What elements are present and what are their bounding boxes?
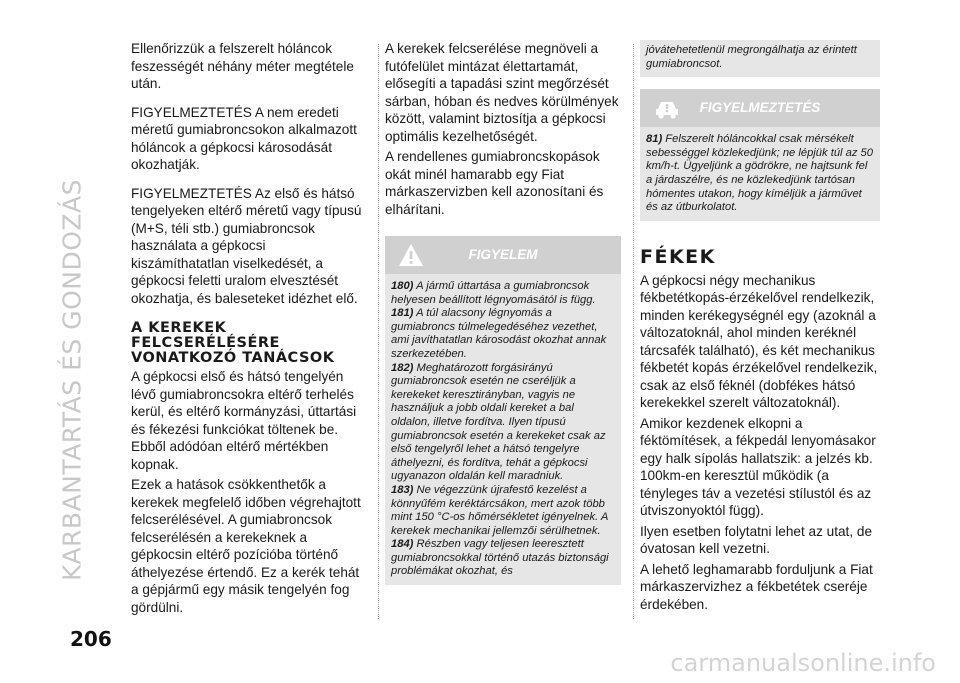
page-number: 206	[70, 627, 112, 651]
paragraph: A rendellenes gumiabroncskopások okát minél hamarabb egy Fiat márkaszervizben kell azonosítani és elhárítani.	[385, 149, 604, 217]
heading-line: FELCSERÉLÉSÉRE	[131, 335, 280, 351]
watermark: carmanualsonline.info	[670, 649, 936, 677]
section-heading-wheel-rotation	[131, 321, 365, 366]
caution-item	[391, 362, 615, 484]
section-side-title: KARBANTARTÁS ÉS GONDOZÁS	[57, 178, 87, 582]
item-number: 81)	[646, 133, 663, 146]
warning-box-title: FIGYELMEZTETÉS	[699, 100, 821, 116]
item-number: 182)	[391, 361, 414, 374]
paragraph: FIGYELMEZTETÉS Az első és hátsó tengelyeken eltérő méretű vagy típusú (M+S, téli stb.) gumiabroncsok használata a gépkocsi kiszámíthatatlan viselkedését, a gépkocsi feletti uralom elvesztését okozhatja, és baleseteket idézhet elő.	[131, 185, 362, 306]
caution-box-header	[385, 236, 621, 274]
caution-item	[391, 280, 615, 307]
column-1	[131, 40, 365, 616]
item-number: 181)	[391, 307, 414, 320]
column-divider	[378, 44, 379, 619]
column-divider	[633, 44, 634, 619]
paragraph: Ellenőrizzük a felszerelt hóláncok feszességét néhány méter megtétele után.	[131, 41, 354, 91]
caution-item	[391, 538, 615, 579]
caution-box-continuation	[640, 40, 880, 77]
caution-item	[391, 484, 615, 538]
item-number: 183)	[391, 483, 414, 496]
paragraph: Ilyen esetben folytatni lehet az utat, de óvatosan kell vezetni.	[640, 523, 873, 557]
paragraph: Ezek a hatások csökkenthetők a kerekek megfelelő időben végrehajtott felcserélésével. A gumiabroncsok felcserélésén a kerekeknek a gépkocsin eltérő pozícióba történő áthelyezése értendő. Ez a kerék tehát a gépjármű egy másik tengelyén fog gördülni.	[131, 477, 361, 615]
warning-item	[646, 133, 874, 215]
item-text: Ne végezzünk újrafestő kezelést a könnyűfém keréktárcsákon, mert azok több mint 150 °C-os hőmérsékletet igényelnek. A kerekek mechanikai jellemzői sérülhetnek.	[391, 483, 608, 537]
item-text: A túl alacsony légnyomás a gumiabroncs túlmelegedéséhez vezethet, ami javíthatatlan károsodást okozhat annak szerkezetében.	[391, 307, 607, 360]
paragraph: A gépkocsi első és hátsó tengelyén lévő gumiabroncsokra eltérő terhelés kerül, és eltérő kormányzási, úttartási és fékezési funkciókat töltenek be. Ebből adódóan eltérő mértékben kopnak.	[131, 369, 357, 472]
caution-box-title: FIGYELEM	[468, 247, 538, 262]
caution-box-body	[385, 274, 621, 585]
item-text: Meghatározott forgásirányú gumiabroncsok esetén ne cseréljük a kerekeket keresztirányban, vagyis ne használjuk a jobb oldali kereket a bal oldalon, illetve fordítva. Ilyen típusú gumiabroncsok esetén a kerekeket csak az első tengelyről lehet a hátsó tengelyre áthelyezni, és fordítva, tehát a gépkocsi ugyanazon oldalán kell maradniuk.	[391, 361, 606, 483]
item-number: 180)	[391, 280, 414, 292]
item-text: A jármű úttartása a gumiabroncsok helyesen beállított légnyomásától is függ.	[391, 280, 596, 306]
continuation-text: jóvátehetetlenül megrongálhatja az érintett gumiabroncsot.	[646, 44, 857, 70]
warning-box-body	[640, 127, 880, 221]
warning-box-header	[640, 89, 880, 127]
column-2	[385, 40, 621, 585]
paragraph: A lehető leghamarabb forduljunk a Fiat márkaszervizhez a fékbetétek cseréje érdekében.	[640, 561, 873, 612]
section-heading-brakes: FÉKEK	[640, 245, 716, 268]
item-text: Felszerelt hóláncokkal csak mérsékelt sebességgel közlekedjünk; ne lépjük túl az 50 km/h-t. Ügyeljünk a gödrökre, ne hajtsunk fel a járdaszélre, és ne közlekedjünk tartósan hómentes utakon, hogy kíméljük a járművet és az útburkolatot.	[646, 133, 874, 214]
heading-line: A KEREKEK	[131, 320, 227, 336]
paragraph: FIGYELMEZTETÉS A nem eredeti méretű gumiabroncsokon alkalmazott hóláncok a gépkocsi károsodását okozhatják.	[131, 104, 357, 172]
caution-item	[391, 307, 615, 361]
warning-box	[640, 89, 880, 221]
item-number: 184)	[391, 538, 414, 551]
paragraph: A kerekek felcserélése megnöveli a futófelület mintázat élettartamát, elősegíti a tapadási szint megőrzését sárban, hóban és nedves körülmények között, valamint biztosítja a gépkocsi optimális kezelhetőségét.	[385, 41, 619, 144]
paragraph: Amikor kezdenek elkopni a féktömítések, a fékpedál lenyomásakor egy halk sípolás hallatszik: a jelzés kb. 100km-en keresztül működik (a tényleges táv a vezetési stílustól és az útviszonyoktól függ).	[640, 415, 876, 519]
column-3	[640, 40, 880, 613]
item-text: Részben vagy teljesen leeresztett gumiabroncsokkal történő utazás biztonsági problémákat okozhat, és	[391, 538, 609, 578]
heading-line: VONATKOZÓ TANÁCSOK	[131, 350, 335, 366]
paragraph: A gépkocsi négy mechanikus fékbetétkopás-érzékelővel rendelkezik, minden kerékegységnél egy (azoknál a változatoknál, ahol minden keréknél tárcsafék található), és két mechanikus fékbetét kopás érzékelővel rendelkezik, csak az első féknél (dobfékes hátsó kerekekkel szerelt változatoknál).	[640, 272, 878, 411]
caution-box	[385, 236, 621, 585]
